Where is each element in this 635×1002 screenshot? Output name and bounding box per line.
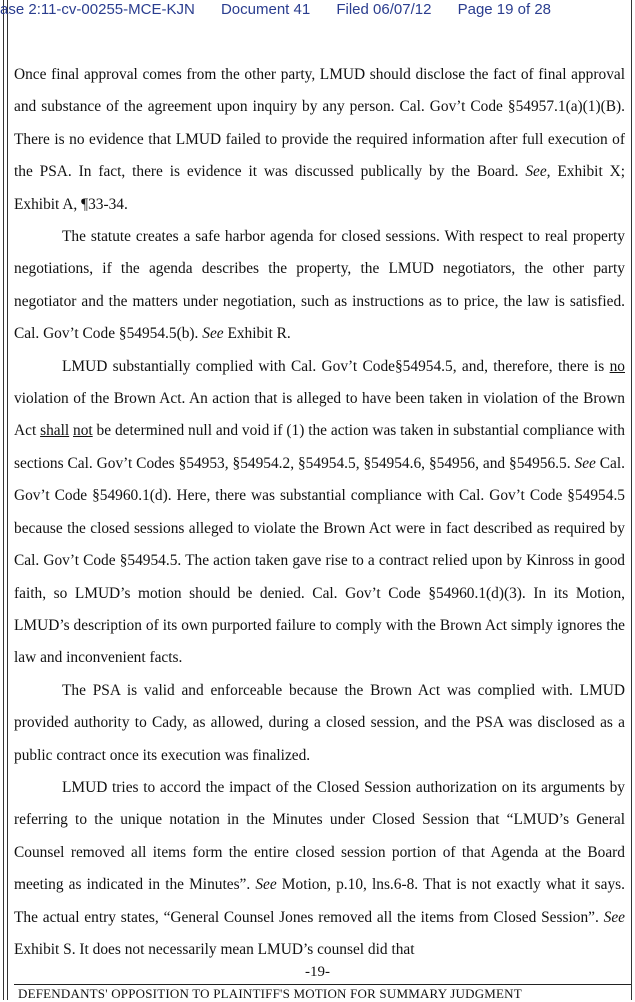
right-margin-line xyxy=(631,0,632,1000)
paragraph-4: The PSA is valid and enforceable because the Brown Act was complied with. LMUD provided authority to Cady, as allowed, during a closed session, and the PSA was disclosed as a public contract once its execution was finalized. xyxy=(14,681,625,764)
footer-title: DEFENDANTS' OPPOSITION TO PLAINTIFF'S MOTION FOR SUMMARY JUDGMENT xyxy=(18,986,522,1001)
page-of-total: Page 19 of 28 xyxy=(457,1,552,18)
left-margin-line-inner xyxy=(7,0,8,1000)
left-margin-line-outer xyxy=(3,0,4,1000)
underlined-word: no xyxy=(609,357,625,375)
citation-signal: See xyxy=(255,876,277,894)
case-number: ase 2:11-cv-00255-MCE-KJN xyxy=(0,1,195,18)
paragraph-2: The statute creates a safe harbor agenda for closed sessions. With respect to real property negotiations, if the agenda describes the property, the LMUD negotiators, the other party negotiator and the matters under negotiation, such as instructions as to price, the law is satisfied. Cal. Gov’t Code §54954.5(b). See Exhibit R. xyxy=(14,228,625,343)
citation-signal: See xyxy=(603,908,625,926)
citation-signal: See xyxy=(574,454,596,472)
paragraph-3: LMUD substantially complied with Cal. Gov’t Code§54954.5, and, therefore, there is no violation of the Brown Act. An action that is alleged to have been taken in violation of the Brown Act shall not be determined null and void if (1) the action was taken in substantial compliance with sections Cal. Gov’t Codes §54953, §54954.2, §54954.5, §54954.6, §54956, and §54956.5. See Cal. Gov’t Code §54960.1(d). Here, there was substantial compliance with Cal. Gov’t Code §54954.5 because the closed sessions alleged to violate the Brown Act were in fact described as required by Cal. Gov’t Code §54954.5. The action taken gave rise to a contract relied upon by Kinross in good faith, so LMUD’s motion should be denied. Cal. Gov’t Code §54960.1(d)(3). In its Motion, LMUD’s description of its own purported failure to comply with the Brown Act simply ignores the law and inconvenient facts. xyxy=(14,357,625,667)
document-number: Document 41 xyxy=(220,1,311,18)
citation-signal: See, xyxy=(525,163,551,181)
underlined-word: shall xyxy=(40,422,70,440)
underlined-word: not xyxy=(73,422,93,440)
citation-signal: See xyxy=(202,325,224,343)
page-number: -19- xyxy=(305,964,330,980)
paragraph-5: LMUD tries to accord the impact of the Closed Session authorization on its arguments by referring to the unique notation in the Minutes under Closed Session that “LMUD’s General Counsel removed all items form the entire closed session portion of that Agenda at the Board meeting as indicated in the Minutes”. See Motion, p.10, lns.6-8. That is not exactly what it says. The actual entry states, “General Counsel Jones removed all the items from Closed Session”. See Exhibit S. It does not necessarily mean LMUD’s counsel did that xyxy=(14,778,625,958)
filed-date: Filed 06/07/12 xyxy=(336,1,432,18)
paragraph-1: Once final approval comes from the other party, LMUD should disclose the fact of final approval and substance of the agreement upon inquiry by any person. Cal. Gov’t Code §54957.1(a)(1)(B). There is no evidence that LMUD failed to provide the required information after full execution of the PSA. In fact, there is evidence it was discussed publically by the Board. See, Exhibit X; Exhibit A, ¶33-34. xyxy=(14,66,625,213)
court-filing-header xyxy=(0,0,635,22)
footer-divider xyxy=(14,984,631,985)
document-body xyxy=(14,59,625,966)
